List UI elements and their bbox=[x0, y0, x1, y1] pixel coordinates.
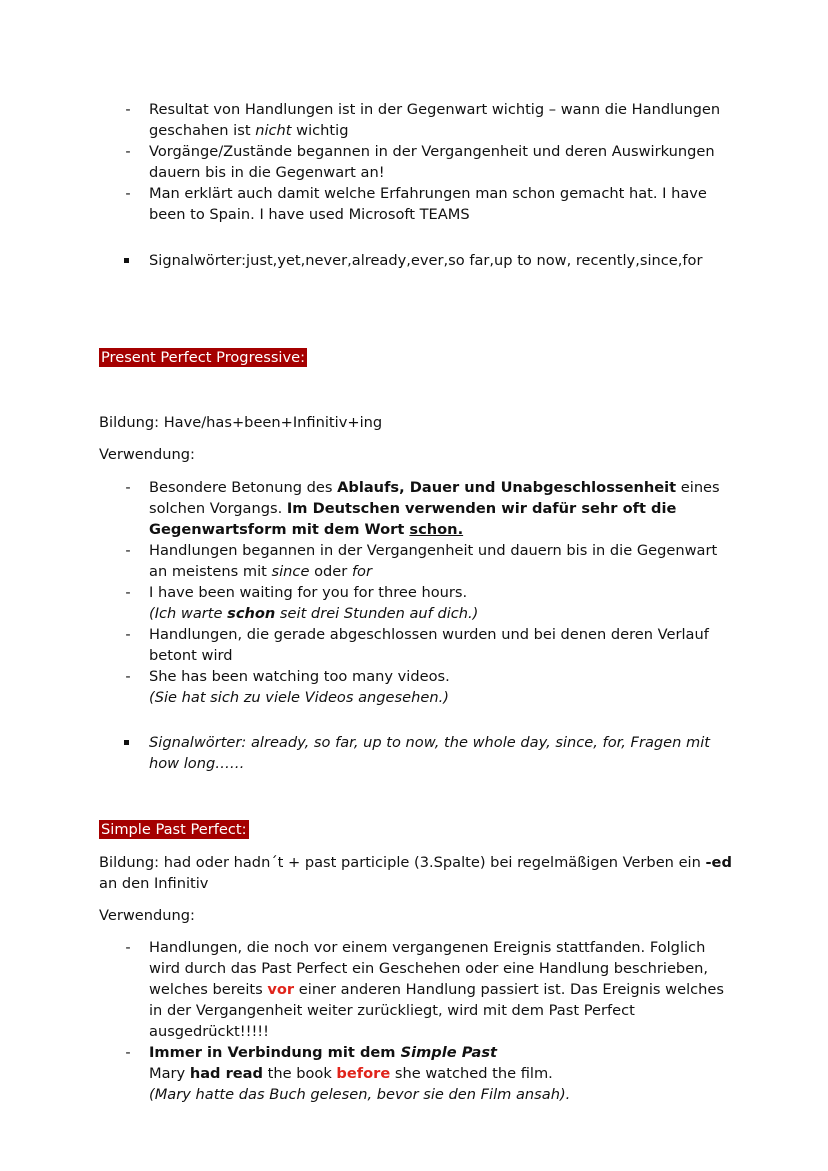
list-item: - Besondere Betonung des Ablaufs, Dauer und Unabgeschlossenheit eines solchen Vorgangs. Im Deutschen verwenden wir dafür sehr oft die Gegenwartsform mit dem Wort schon. bbox=[99, 477, 739, 540]
dash-marker: - bbox=[125, 668, 131, 685]
dash-marker: - bbox=[125, 626, 131, 643]
dash-marker: - bbox=[125, 542, 131, 559]
list-item: - Immer in Verbindung mit dem Simple Past Mary had read the book before she watched the film. (Mary hatte das Buch gelesen, bevor sie den Film ansah). bbox=[99, 1042, 739, 1105]
list-item: - Handlungen begannen in der Vergangenheit und dauern bis in die Gegenwart an meistens mit since oder for bbox=[99, 540, 739, 582]
list-item: - Man erklärt auch damit welche Erfahrungen man schon gemacht hat. I have been to Spain. I have used Microsoft TEAMS bbox=[99, 183, 739, 225]
list-item: Signalwörter:just,yet,never,already,ever,so far,up to now, recently,since,for bbox=[99, 250, 739, 271]
list-item: - Vorgänge/Zustände begannen in der Vergangenheit und deren Auswirkungen dauern bis in die Gegenwart an! bbox=[99, 141, 739, 183]
dash-marker: - bbox=[125, 185, 131, 202]
square-bullet-icon bbox=[124, 258, 129, 263]
verwendung-label: Verwendung: bbox=[99, 446, 195, 463]
list-item: Signalwörter: already, so far, up to now, the whole day, since, for, Fragen mit how long…… bbox=[99, 732, 739, 774]
list-item: - I have been waiting for you for three hours. (Ich warte schon seit drei Stunden auf dich.) bbox=[99, 582, 739, 624]
signal-words-list-2 bbox=[99, 732, 739, 774]
bildung-text-2: Bildung: had oder hadn´t + past participle (3.Spalte) bei regelmäßigen Verben ein -ed an den Infinitiv bbox=[99, 854, 732, 892]
dash-marker: - bbox=[125, 143, 131, 160]
dash-marker: - bbox=[125, 479, 131, 496]
dash-marker: - bbox=[125, 584, 131, 601]
present-perfect-usage-list bbox=[99, 99, 739, 225]
dash-marker: - bbox=[125, 939, 131, 956]
list-item: - Handlungen, die gerade abgeschlossen wurden und bei denen deren Verlauf betont wird bbox=[99, 624, 739, 666]
dash-marker: - bbox=[125, 101, 131, 118]
section-heading-simple-past-perfect: Simple Past Perfect: bbox=[101, 821, 247, 838]
list-item: - Resultat von Handlungen ist in der Gegenwart wichtig – wann die Handlungen geschahen ist nicht wichtig bbox=[99, 99, 739, 141]
dash-marker: - bbox=[125, 1044, 131, 1061]
square-bullet-icon bbox=[124, 740, 129, 745]
bildung-text: Bildung: Have/has+been+Infinitiv+ing bbox=[99, 414, 383, 431]
list-item: - Handlungen, die noch vor einem vergangenen Ereignis stattfanden. Folglich wird durch das Past Perfect ein Geschehen oder eine Handlung beschrieben, welches bereits vor einer anderen Handlung passiert ist. Das Ereignis welches in der Vergangenheit weiter zurückliegt, wird mit dem Past Perfect ausgedrückt!!!!! bbox=[99, 937, 739, 1042]
section-heading-present-perfect-progressive: Present Perfect Progressive: bbox=[101, 349, 306, 366]
list-item: - She has been watching too many videos. (Sie hat sich zu viele Videos angesehen.) bbox=[99, 666, 739, 708]
signal-words-list bbox=[99, 250, 739, 271]
verwendung-label-2: Verwendung: bbox=[99, 907, 195, 924]
past-perfect-usage-list bbox=[99, 937, 739, 1105]
present-perfect-progressive-usage-list bbox=[99, 477, 739, 708]
